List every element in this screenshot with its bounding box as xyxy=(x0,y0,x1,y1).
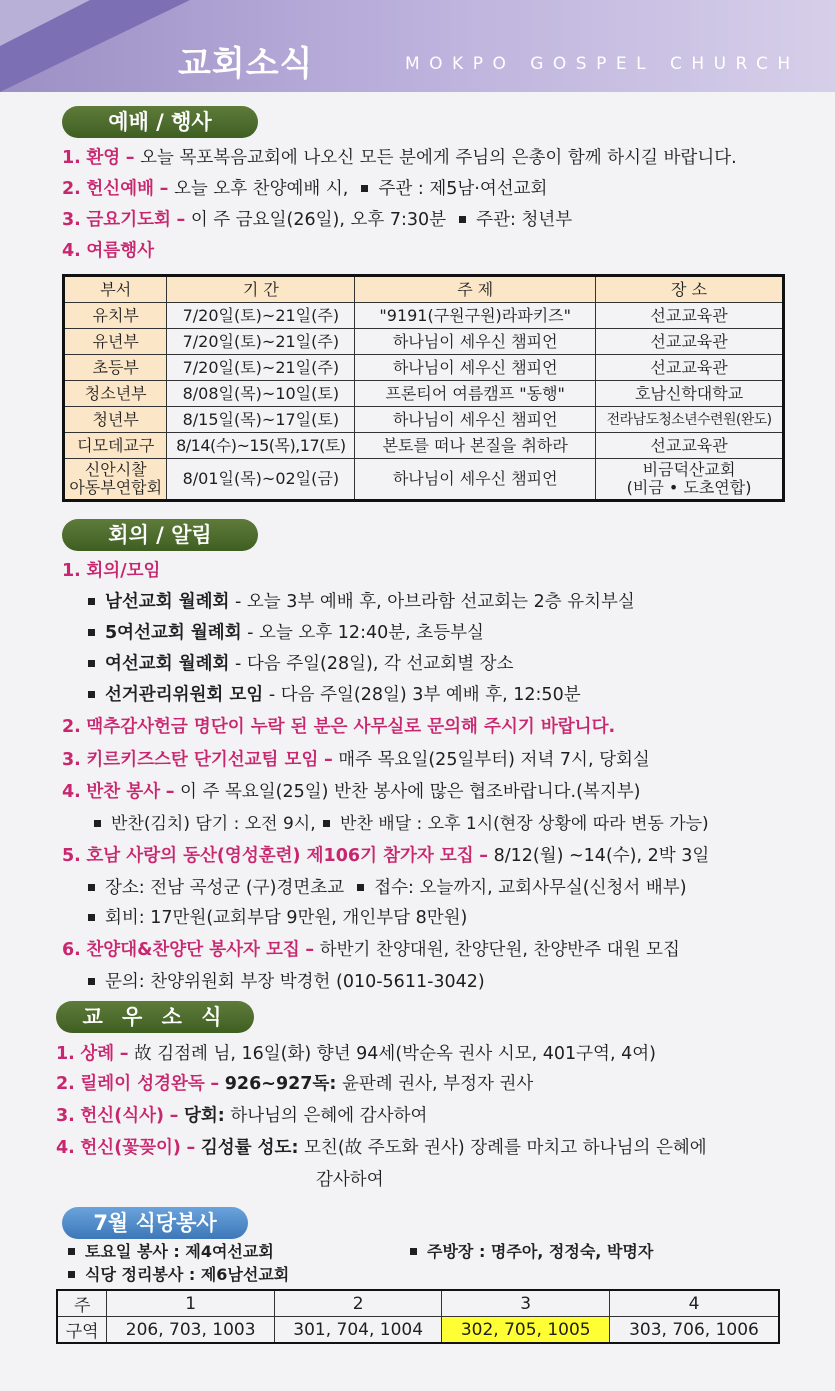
table-cell: 8/14(수)~15(목),17(토) xyxy=(167,433,355,459)
kitchen-schedule-table xyxy=(56,1289,780,1344)
notice-item-4: 4. 반찬 봉사 – 이 주 목요일(25일) 반찬 봉사에 많은 협조바랍니다.(복지부) xyxy=(62,782,641,802)
table-cell: 신안시찰 아동부연합회 xyxy=(64,459,167,501)
table-cell: 주 xyxy=(57,1290,107,1317)
page-title: 교회소식 xyxy=(178,44,314,84)
bullet-square-icon xyxy=(88,884,95,891)
table-cell: 유치부 xyxy=(64,303,167,329)
table-cell: 8/08일(목)~10일(토) xyxy=(167,381,355,407)
notice-item-6: 6. 찬양대&찬양단 봉사자 모집 – 하반기 찬양대원, 찬양단원, 찬양반주 대원 모집 xyxy=(62,940,680,960)
table-row xyxy=(64,407,784,433)
notice-sub-item: 선거관리위원회 모임 - 다음 주일(28일) 3부 예배 후, 12:50분 xyxy=(86,683,581,707)
table-cell: 8/01일(목)~02일(금) xyxy=(167,459,355,501)
table-cell: 하나님이 세우신 챔피언 xyxy=(355,329,596,355)
table-cell: 청년부 xyxy=(64,407,167,433)
bullet-square-icon xyxy=(88,978,95,985)
bullet-square-icon xyxy=(361,185,368,192)
notice-item-1: 1. 회의/모임 xyxy=(62,561,161,581)
table-cell: 3 xyxy=(442,1290,610,1317)
table-cell: 디모데교구 xyxy=(64,433,167,459)
table-header-cell: 주 제 xyxy=(355,276,596,303)
notice-sub-item: 회비: 17만원(교회부담 9만원, 개인부담 8만원) xyxy=(86,906,467,930)
notice-item-5: 5. 호남 사랑의 동산(영성훈련) 제106기 참가자 모집 – 8/12(월) ~14(수), 2박 3일 xyxy=(62,846,710,866)
member-news-item-1: 1. 상례 – 故 김점례 님, 16일(화) 향년 94세(박순옥 권사 시모, 401구역, 4여) xyxy=(56,1044,656,1064)
table-cell: 청소년부 xyxy=(64,381,167,407)
section-pill-members: 교 우 소 식 xyxy=(56,1001,254,1033)
table-cell: 1 xyxy=(107,1290,275,1317)
bullet-square-icon xyxy=(323,820,330,827)
table-cell-highlighted: 302, 705, 1005 xyxy=(442,1317,610,1344)
notice-sub-item: 5여선교회 월례회 - 오늘 오후 12:40분, 초등부실 xyxy=(86,621,484,645)
table-cell: 유년부 xyxy=(64,329,167,355)
table-cell: 하나님이 세우신 챔피언 xyxy=(355,407,596,433)
table-cell: 구역 xyxy=(57,1317,107,1344)
kitchen-saturday-service: 토요일 봉사 : 제4여선교회 xyxy=(66,1240,274,1264)
worship-item-4: 4. 여름행사 xyxy=(62,241,155,261)
table-cell: 비금덕산교회 (비금 • 도초연합) xyxy=(596,459,784,501)
table-cell: 전라남도청소년수련원(완도) xyxy=(596,407,784,433)
notice-sub-item: 장소: 전남 곡성군 (구)경면초교 접수: 오늘까지, 교회사무실(신청서 배부) xyxy=(86,876,687,900)
table-row xyxy=(64,329,784,355)
bullet-square-icon xyxy=(94,820,101,827)
bullet-square-icon xyxy=(88,598,95,605)
table-cell: 7/20일(토)~21일(주) xyxy=(167,355,355,381)
table-cell: 본토를 떠나 본질을 취하라 xyxy=(355,433,596,459)
table-cell: 선교교육관 xyxy=(596,329,784,355)
table-row xyxy=(64,381,784,407)
section-pill-worship: 예배 / 행사 xyxy=(62,106,258,138)
notice-sub-item: 반찬(김치) 담기 : 오전 9시, 반찬 배달 : 오후 1시(현장 상황에 따라 변동 가능) xyxy=(92,812,709,836)
table-cell: 2 xyxy=(274,1290,442,1317)
table-cell: 호남신학대학교 xyxy=(596,381,784,407)
section-pill-kitchen: 7월 식당봉사 xyxy=(62,1207,248,1239)
table-header-cell: 기 간 xyxy=(167,276,355,303)
table-row xyxy=(64,303,784,329)
table-cell: 선교교육관 xyxy=(596,433,784,459)
table-cell: 303, 706, 1006 xyxy=(609,1317,779,1344)
table-row xyxy=(64,459,784,501)
notice-sub-item: 남선교회 월례회 - 오늘 3부 예배 후, 아브라함 선교회는 2층 유치부실 xyxy=(86,590,635,614)
bullet-square-icon xyxy=(68,1271,75,1278)
table-cell: 206, 703, 1003 xyxy=(107,1317,275,1344)
notice-item-2: 2. 맥추감사헌금 명단이 누락 된 분은 사무실로 문의해 주시기 바랍니다. xyxy=(62,717,616,737)
header-banner xyxy=(0,0,835,92)
bullet-square-icon xyxy=(88,629,95,636)
table-header-cell: 부서 xyxy=(64,276,167,303)
table-cell: 7/20일(토)~21일(주) xyxy=(167,303,355,329)
table-cell: "9191(구원구원)라파키즈" xyxy=(355,303,596,329)
table-row xyxy=(64,355,784,381)
worship-item-3: 3. 금요기도회 – 이 주 금요일(26일), 오후 7:30분 주관: 청년부 xyxy=(62,210,573,230)
table-cell: 선교교육관 xyxy=(596,355,784,381)
bullet-square-icon xyxy=(410,1248,417,1255)
table-header-row xyxy=(64,276,784,303)
bullet-square-icon xyxy=(459,216,466,223)
church-name: MOKPO GOSPEL CHURCH xyxy=(405,54,800,74)
header-decoration-light xyxy=(0,0,90,46)
table-header-cell: 장 소 xyxy=(596,276,784,303)
table-cell: 4 xyxy=(609,1290,779,1317)
table-cell: 8/15일(목)~17일(토) xyxy=(167,407,355,433)
notice-item-3: 3. 키르키즈스탄 단기선교팀 모임 – 매주 목요일(25일부터) 저녁 7시, 당회실 xyxy=(62,750,650,770)
member-news-item-2: 2. 릴레이 성경완독 – 926~927독: 윤판례 권사, 부정자 권사 xyxy=(56,1074,534,1094)
table-cell: 초등부 xyxy=(64,355,167,381)
member-news-item-3: 3. 헌신(식사) – 당회: 하나님의 은혜에 감사하여 xyxy=(56,1106,428,1126)
worship-item-2: 2. 헌신예배 – 오늘 오후 찬양예배 시, 주관 : 제5남·여선교회 xyxy=(62,179,548,199)
table-row xyxy=(57,1317,779,1344)
kitchen-cleanup: 식당 정리봉사 : 제6남선교회 xyxy=(66,1263,289,1287)
bullet-square-icon xyxy=(357,884,364,891)
member-news-item-4: 4. 헌신(꽃꽂이) – 김성률 성도: 모친(故 주도화 권사) 장례를 마치고 하나님의 은혜에 xyxy=(56,1138,707,1158)
table-row xyxy=(64,433,784,459)
bullet-square-icon xyxy=(68,1248,75,1255)
notice-sub-item: 문의: 찬양위원회 부장 박경헌 (010-5611-3042) xyxy=(86,970,485,994)
summer-events-table xyxy=(62,274,785,502)
bullet-square-icon xyxy=(88,914,95,921)
bullet-square-icon xyxy=(88,691,95,698)
table-cell: 7/20일(토)~21일(주) xyxy=(167,329,355,355)
table-cell: 하나님이 세우신 챔피언 xyxy=(355,459,596,501)
section-pill-notice: 회의 / 알림 xyxy=(62,519,258,551)
kitchen-chef: 주방장 : 명주아, 정정숙, 박명자 xyxy=(408,1240,653,1264)
table-cell: 301, 704, 1004 xyxy=(274,1317,442,1344)
table-cell: 하나님이 세우신 챔피언 xyxy=(355,355,596,381)
table-row xyxy=(57,1290,779,1317)
table-cell: 프론티어 여름캠프 "동행" xyxy=(355,381,596,407)
bullet-square-icon xyxy=(88,660,95,667)
notice-sub-item: 여선교회 월례회 - 다음 주일(28일), 각 선교회별 장소 xyxy=(86,652,513,676)
table-cell: 선교교육관 xyxy=(596,303,784,329)
member-news-item-4-cont: 감사하여 xyxy=(316,1170,384,1190)
worship-item-1: 1. 환영 – 오늘 목포복음교회에 나오신 모든 분에게 주님의 은총이 함께 하시길 바랍니다. xyxy=(62,148,737,168)
